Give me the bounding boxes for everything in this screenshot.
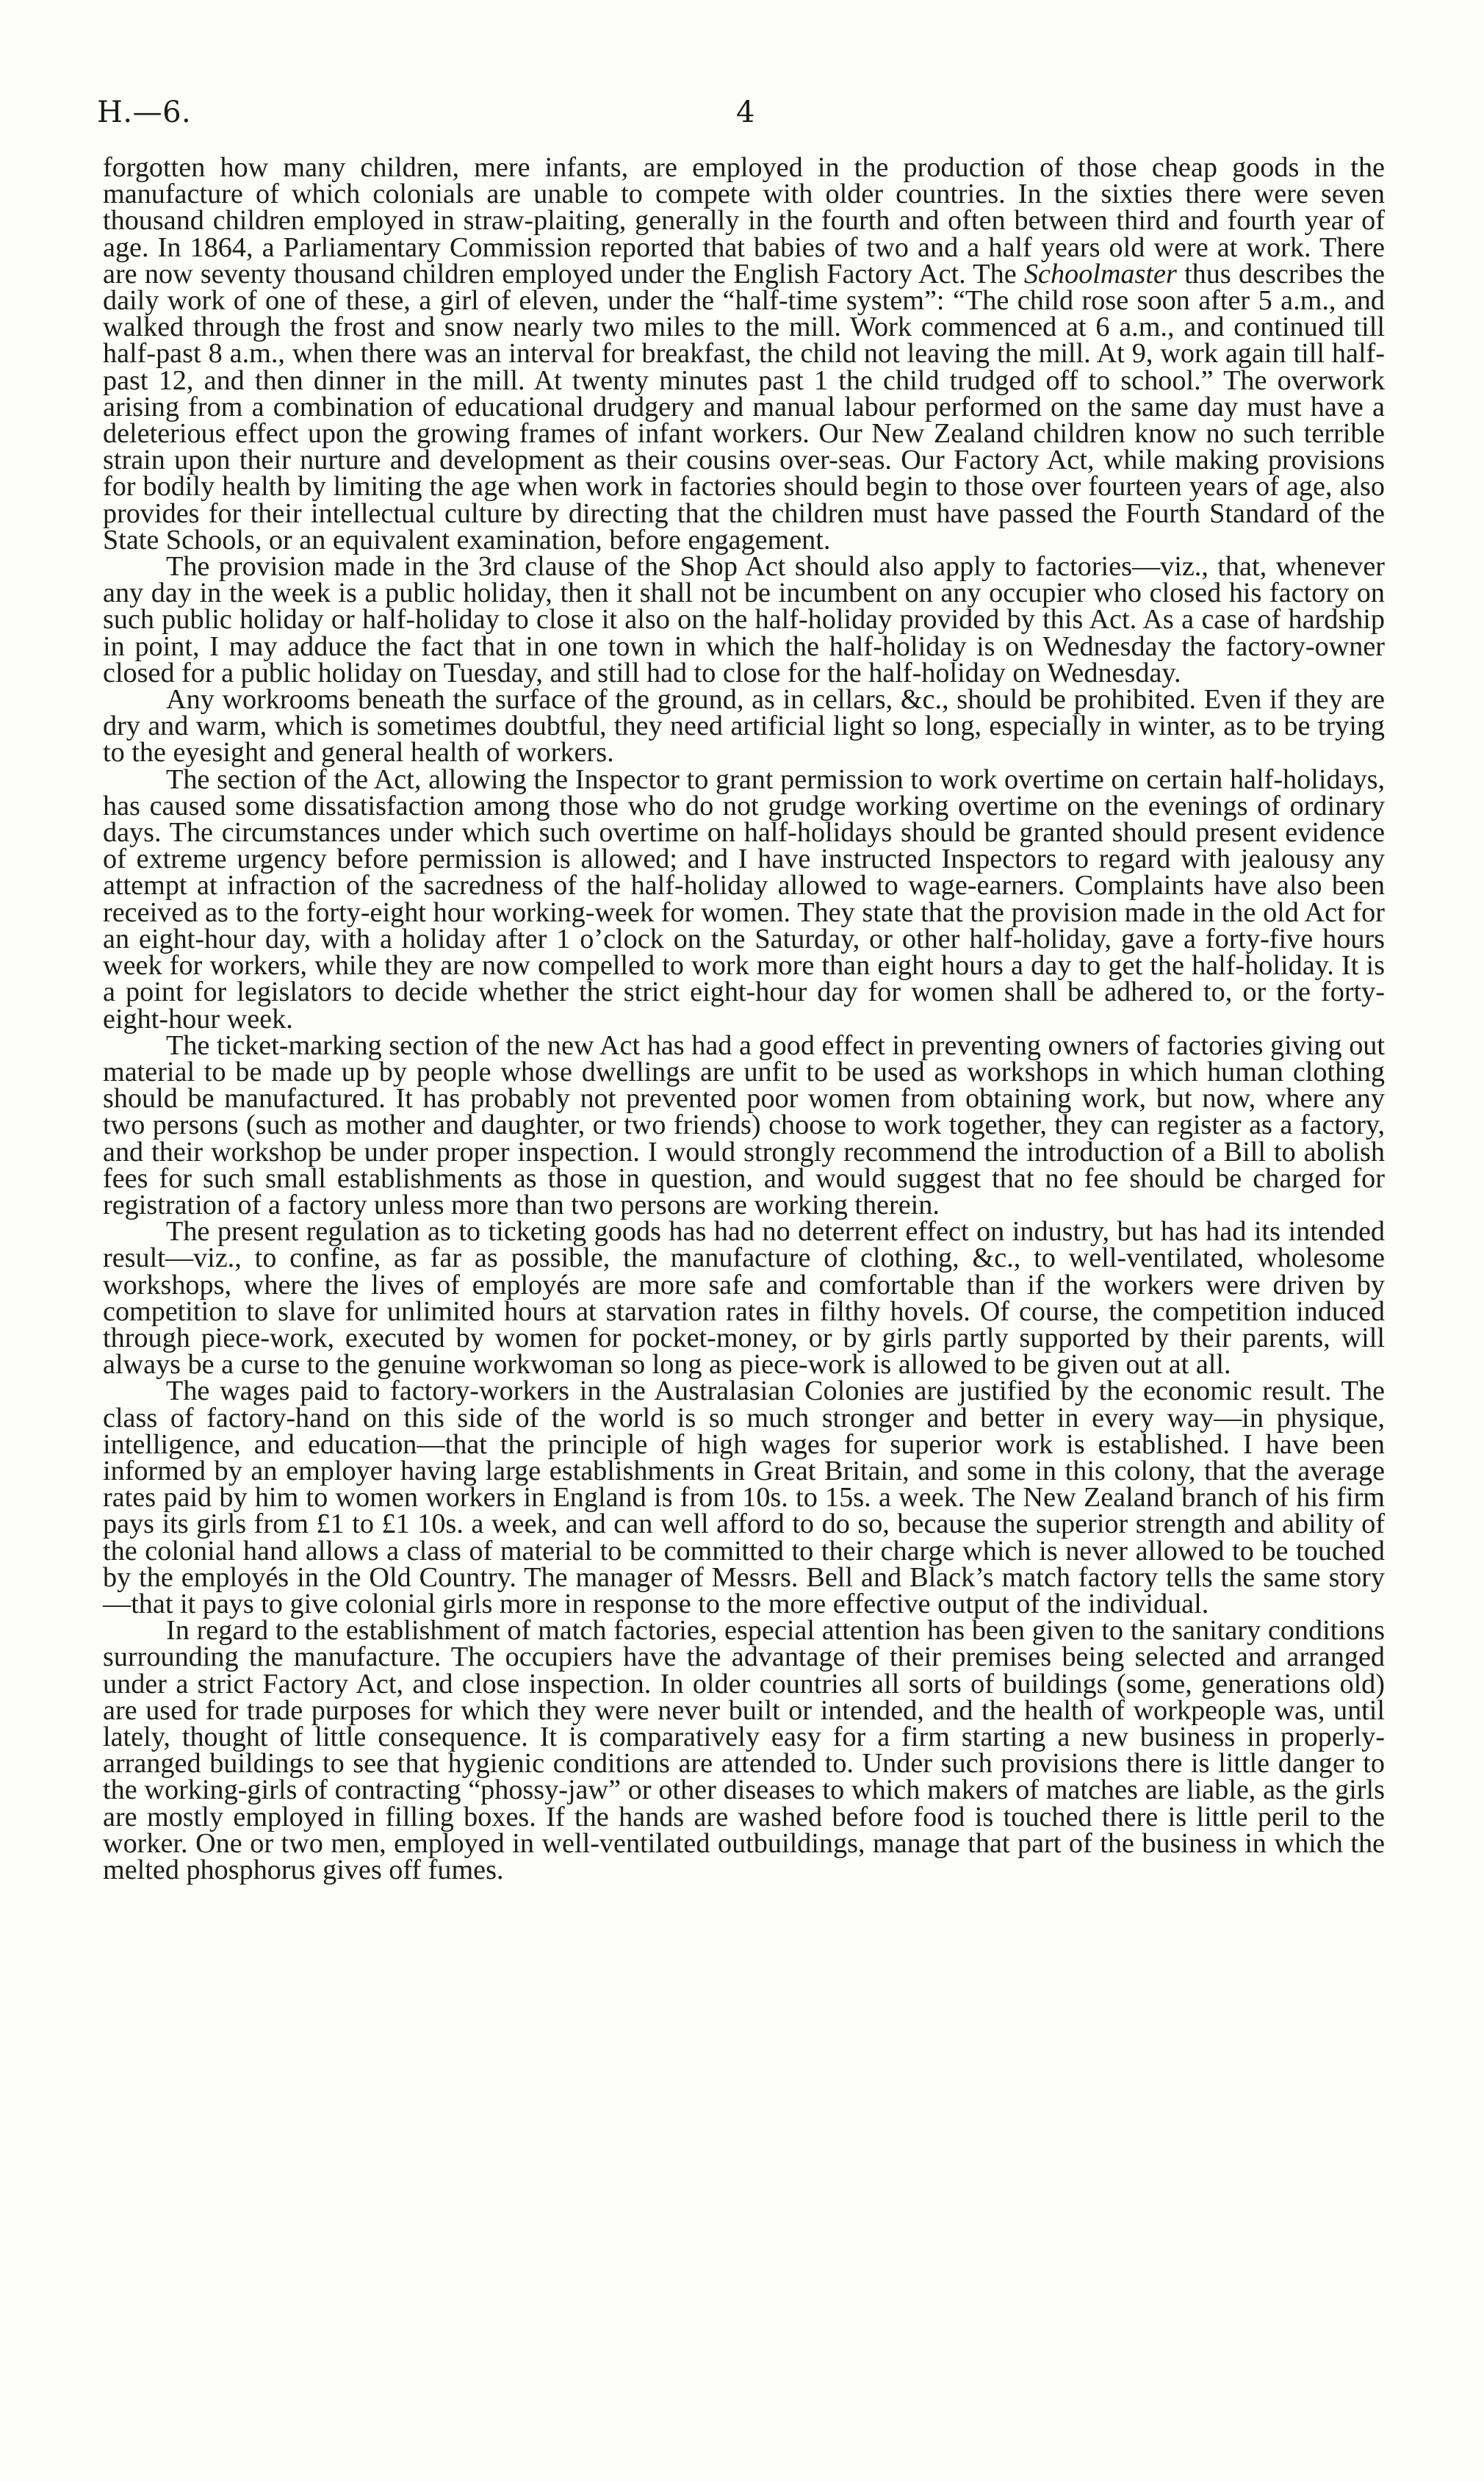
paragraph-ticketing-regulation [103,1216,1385,1381]
page-header [97,94,1397,138]
paragraph-text: thus describes the daily work of one of these, a girl of eleven, under the “half-time system”: “The child rose soon after 5 a.m., and walked through the frost and snow nearly two miles to the mill. Work commenced at 6 a.m., and continued till half-past 8 a.m., when there was an interval for breakfast, the child not leaving the mill. At 9, work again till half-past 12, and then dinner in the mill. At twenty minutes past 1 the child trudged off to school.” The overwork arising from a combination of educational drudgery and manual labour performed on the same day must have a deleterious effect upon the growing frames of infant workers. Our New Zealand children know no such terrible strain upon their nurture and development as their cousins over-seas. Our Factory Act, while making provisions for bodily health by limiting the age when work in factories should begin to those over fourteen years of age, also provides for their intellectual culture by directing that the children must have passed the Fourth Standard of the State Schools, or an equivalent examination, before engagement. [103,258,1385,555]
body-text [103,154,1385,1883]
paragraph-workrooms [103,684,1385,769]
publication-title: Schoolmaster [1023,258,1177,289]
paragraph-continuation [103,154,1385,553]
paragraph-wages [103,1375,1385,1619]
paragraph-text: The section of the Act, allowing the Inspector to grant permission to work overtime on certain half-holidays, has caused some dissatisfaction among those who do not grudge working overtime on the evenings of ordinary days. The circumstances under which such overtime on half-holidays should be granted should present evidence of extreme urgency before permission is allowed; and I have instructed Inspectors to regard with jealousy any attempt at infraction of the sacredness of the half-holiday allowed to wage-earners. Complaints have also been received as to the forty-eight hour working-week for women. They state that the provision made in the old Act for an eight-hour day, with a holiday after 1 o’clock on the Saturday, or other half-holiday, gave a forty-five hours week for workers, while they are now compelled to work more than eight hours a day to get the half-holiday. It is a point for legislators to decide whether the strict eight-hour day for women shall be adhered to, or the forty-eight-hour week. [103,763,1385,1035]
paragraph-text: The wages paid to factory-workers in the Australasian Colonies are justified by the economic result. The class of factory-hand on this side of the world is so much stronger and better in every way—in physique, intelligence, and education—that the principle of high wages for superior work is established. I have been informed by an employer having large establishments in Great Britain, and some in this colony, that the average rates paid by him to women workers in England is from 10s. to 15s. a week. The New Zealand branch of his firm pays its girls from £1 to £1 10s. a week, and can well afford to do so, because the superior strength and ability of the colonial hand allows a class of material to be committed to their charge which is never allowed to be touched by the employés in the Old Country. The manager of Messrs. Bell and Black’s match factory tells the same story—that it pays to give colonial girls more in response to the more effective output of the individual. [103,1375,1385,1619]
paragraph-text: Any workrooms beneath the surface of the ground, as in cellars, &c., should be prohibited. Even if they are dry and warm, which is sometimes doubtful, they need artificial light so long, especially in winter, as to be trying to the eyesight and general health of workers. [103,684,1385,769]
paragraph-shop-act [103,553,1385,686]
paragraph-text: The ticket-marking section of the new Act has had a good effect in preventing owners of factories giving out material to be made up by people whose dwellings are unfit to be used as workshops in which human clothing should be manufactured. It has probably not prevented poor women from obtaining work, but now, where any two persons (such as mother and daughter, or two friends) choose to work together, they can register as a factory, and their workshop be under proper inspection. I would strongly recommend the introduction of a Bill to abolish fees for such small establishments as those in question, and would suggest that no fee should be charged for registration of a factory unless more than two persons are working therein. [103,1029,1385,1220]
document-reference: H.—6. [97,96,192,129]
paragraph-text: In regard to the establishment of match factories, especial attention has been given to the sanitary conditions surrounding the manufacture. The occupiers have the advantage of their premises being selected and arranged under a strict Factory Act, and close inspection. In older countries all sorts of buildings (some, generations old) are used for trade purposes for which they were never built or intended, and the health of workpeople was, until lately, thought of little consequence. It is comparatively easy for a firm starting a new business in properly-arranged buildings to see that hygienic conditions are attended to. Under such provisions there is little danger to the working-girls of contracting “phossy-jaw” or other diseases to which makers of matches are liable, as the girls are mostly employed in filling boxes. If the hands are washed before food is touched there is little peril to the worker. One or two men, employed in well-ventilated outbuildings, manage that part of the business in which the melted phosphorus gives off fumes. [103,1615,1385,1885]
paragraph-text: The provision made in the 3rd clause of the Shop Act should also apply to factories—viz., that, whenever any day in the week is a public holiday, then it shall not be incumbent on any occupier who closed his factory on such public holiday or half-holiday to close it also on the half-holiday provided by this Act. As a case of hardship in point, I may adduce the fact that in one town in which the half-holiday is on Wednesday the factory-owner closed for a public holiday on Tuesday, and still had to close for the half-holiday on Wednesday. [103,551,1385,688]
paragraph-match-factories [103,1617,1385,1883]
paragraph-text: forgotten how many children, mere infants, are employed in the production of those cheap goods in the manufacture of which colonials are unable to compete with older countries. In the sixties there were seven thousand children employed in straw-plaiting, generally in the fourth and often between third and fourth year of age. In 1864, a Parliamentary Commission reported that babies of two and a half years old were at work. There are now seventy thousand children employed under the English Factory Act. The [103,152,1385,289]
paragraph-text: The present regulation as to ticketing goods has had no deterrent effect on industry, but has had its intended result—viz., to confine, as far as possible, the manufacture of clothing, &c., to well-ventilated, wholesome workshops, where the lives of employés are more safe and comfortable than if the workers were driven by competition to slave for unlimited hours at starvation rates in filthy hovels. Of course, the competition induced through piece-work, executed by women for pocket-money, or by girls partly supported by their parents, will always be a curse to the genuine workwoman so long as piece-work is allowed to be given out at all. [103,1216,1385,1381]
page-number: 4 [736,96,755,129]
paragraph-ticket-marking [103,1029,1385,1220]
paragraph-overtime [103,763,1385,1035]
